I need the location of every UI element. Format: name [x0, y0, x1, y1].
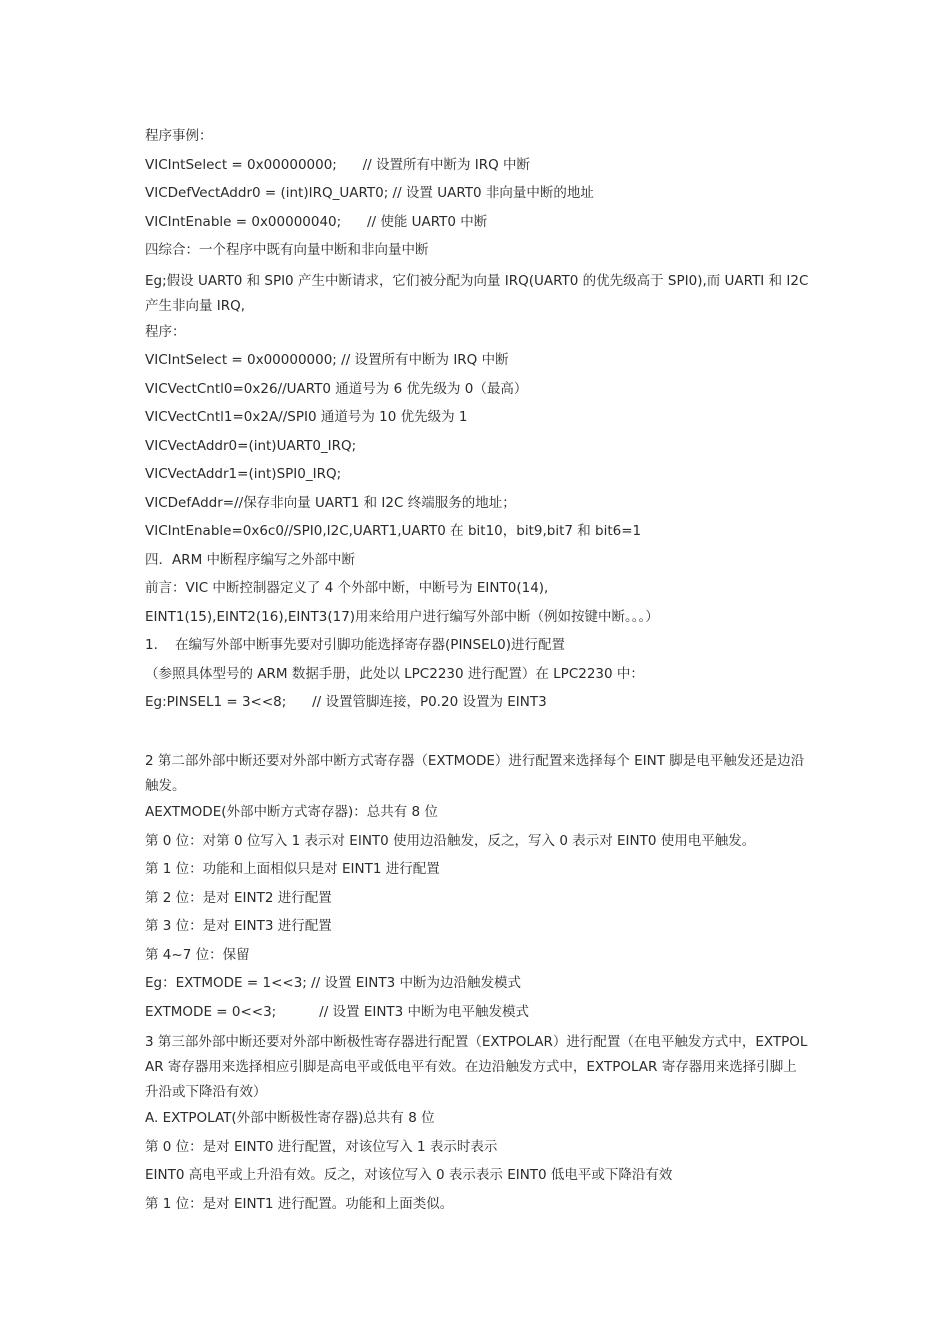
text-line: 前言：VIC 中断控制器定义了 4 个外部中断，中断号为 EINT0(14),: [145, 580, 549, 596]
text-line: 第 0 位：对第 0 位写入 1 表示对 EINT0 使用边沿触发，反之，写入 0 表示对 EINT0 使用电平触发。: [145, 832, 756, 849]
section-heading: 四．ARM 中断程序编写之外部中断: [145, 551, 356, 568]
text-line: 第 4~7 位：保留: [145, 946, 250, 963]
code-line: VICVectAddr1=(int)SPI0_IRQ;: [145, 466, 342, 482]
code-line: VICVectAddr0=(int)UART0_IRQ;: [145, 437, 357, 454]
text-line: 第 3 位：是对 EINT3 进行配置: [145, 918, 332, 934]
text-line: 1. 在编写外部中断事先要对引脚功能选择寄存器(PINSEL0)进行配置: [145, 637, 566, 653]
text-line: A. EXTPOLAT(外部中断极性寄存器)总共有 8 位: [145, 1110, 435, 1126]
code-line: VICVectCntl1=0x2A//SPI0 通道号为 10 优先级为 1: [145, 409, 468, 425]
text-line: （参照具体型号的 ARM 数据手册，此处以 LPC2230 进行配置）在 LPC2230 中：: [145, 665, 644, 682]
text-line: 程序事例：: [145, 128, 213, 144]
text-line: EINT0 高电平或上升沿有效。反之，对该位写入 0 表示表示 EINT0 低电平或下降沿有效: [145, 1167, 673, 1183]
code-line: VICIntSelect = 0x00000000; // 设置所有中断为 IRQ 中断: [145, 352, 509, 368]
text-line: 程序：: [145, 323, 186, 340]
code-line: EXTMODE = 0<<3; // 设置 EINT3 中断为电平触发模式: [145, 1003, 530, 1020]
code-line: VICIntEnable = 0x00000040; // 使能 UART0 中断: [145, 213, 488, 230]
paragraph: Eg;假设 UART0 和 SPI0 产生中断请求，它们被分配为向量 IRQ(UART0 的优先级高于 SPI0),而 UARTI 和 I2C 产生非向量 IRQ,: [145, 272, 809, 314]
text-line: AEXTMODE(外部中断方式寄存器)：总共有 8 位: [145, 804, 438, 820]
document-body: [145, 126, 810, 1222]
text-line: 第 1 位：是对 EINT1 进行配置。功能和上面类似。: [145, 1195, 454, 1212]
code-line: VICDefAddr=//保存非向量 UART1 和 I2C 终端服务的地址；: [145, 494, 516, 511]
code-line: Eg：EXTMODE = 1<<3; // 设置 EINT3 中断为边沿触发模式: [145, 975, 522, 991]
code-line: VICIntEnable=0x6c0//SPI0,I2C,UART1,UART0 在 bit10，bit9,bit7 和 bit6=1: [145, 523, 642, 539]
text-line: 四综合：一个程序中既有向量中断和非向量中断: [145, 242, 429, 258]
text-line: EINT1(15),EINT2(16),EINT3(17)用来给用户进行编写外部中断（例如按键中断。。。）: [145, 608, 659, 625]
text-line: 第 1 位：功能和上面相似只是对 EINT1 进行配置: [145, 861, 440, 877]
text-line: 第 0 位：是对 EINT0 进行配置，对该位写入 1 表示时表示: [145, 1138, 498, 1155]
code-line: Eg:PINSEL1 = 3<<8; // 设置管脚连接，P0.20 设置为 EINT3: [145, 694, 547, 710]
code-line: VICDefVectAddr0 = (int)IRQ_UART0; // 设置 UART0 非向量中断的地址: [145, 185, 594, 201]
paragraph: 2 第二部外部中断还要对外部中断方式寄存器（EXTMODE）进行配置来选择每个 EINT 脚是电平触发还是边沿触发。: [145, 753, 805, 794]
paragraph: 3 第三部外部中断还要对外部中断极性寄存器进行配置（EXTPOLAR）进行配置（在电平触发方式中，EXTPOLAR 寄存器用来选择相应引脚是高电平或低电平有效。在边沿触发方式中，EXTPOLAR 寄存器用来选择引脚上升沿或下降沿有效）: [145, 1034, 808, 1100]
code-line: VICIntSelect = 0x00000000; // 设置所有中断为 IRQ 中断: [145, 156, 531, 173]
blank-line: [145, 721, 810, 750]
code-line: VICVectCntl0=0x26//UART0 通道号为 6 优先级为 0（最高）: [145, 380, 528, 397]
text-line: 第 2 位：是对 EINT2 进行配置: [145, 889, 332, 906]
